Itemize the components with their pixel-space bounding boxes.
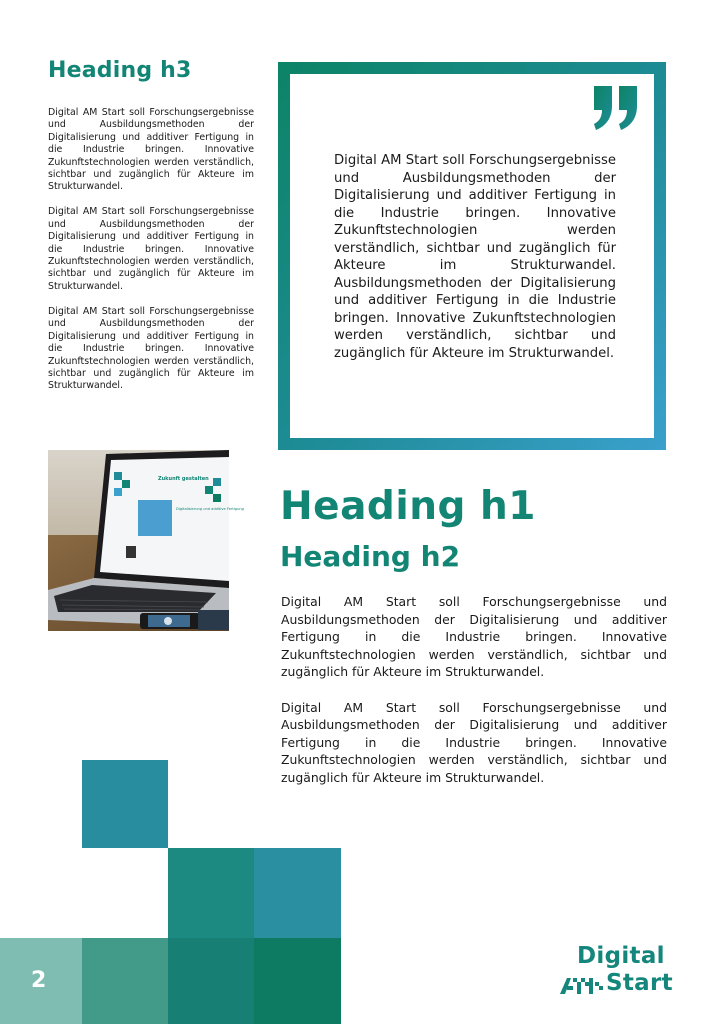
heading-h3: Heading h3 [48, 58, 192, 83]
left-paragraph: Digital AM Start soll Forschungsergebnisse und Ausbildungsmethoden der Digitalisierung und additiver Fertigung in die Industrie bringen. Innovative Zukunftstechnologien werden verständlich, sichtbar und zugänglich für Akteure im Strukturwandel. [48, 206, 254, 292]
logo [560, 943, 680, 999]
main-paragraph: Digital AM Start soll Forschungsergebnisse und Ausbildungsmethoden der Digitalisierung und additiver Fertigung in die Industrie bringen. Innovative Zukunftstechnologien werden verständlich, sichtbar und zugänglich für Akteure im Strukturwandel. [281, 594, 667, 680]
decor-square [168, 848, 254, 938]
decor-square [254, 938, 341, 1024]
left-text-column [48, 107, 254, 405]
logo-line1: Digital [577, 943, 665, 969]
decor-square [82, 938, 168, 1024]
laptop-illustration [48, 450, 244, 631]
quote-icon [592, 86, 640, 130]
heading-h2: Heading h2 [280, 540, 461, 573]
page-number: 2 [31, 968, 47, 993]
left-paragraph: Digital AM Start soll Forschungsergebnisse und Ausbildungsmethoden der Digitalisierung und additiver Fertigung in die Industrie bringen. Innovative Zukunftstechnologien werden verständlich, sichtbar und zugänglich für Akteure im Strukturwandel. [48, 107, 254, 193]
quote-text: Digital AM Start soll Forschungsergebnisse und Ausbildungsmethoden der Digitalisierung und additiver Fertigung in die Industrie bringen. Innovative Zukunftstechnologien werden verständlich, sichtbar und zugänglich für Akteure im Strukturwandel. Ausbildungsmethoden der Digitalisierung und additiver Fertigung in die Industrie bringen. Innovative Zukunftstechnologien werden verständlich, sichtbar und zugänglich für Akteure im Strukturwandel. [334, 153, 616, 361]
logo-line2: Start [606, 970, 673, 996]
heading-h1: Heading h1 [280, 484, 536, 529]
screen-card-text: Digitalisierung und additive Fertigung [176, 507, 244, 511]
left-paragraph: Digital AM Start soll Forschungsergebnisse und Ausbildungsmethoden der Digitalisierung und additiver Fertigung in die Industrie bringen. Innovative Zukunftstechnologien werden verständlich, sichtbar und zugänglich für Akteure im Strukturwandel. [48, 305, 254, 392]
decor-square [254, 848, 341, 938]
am-logo-mark-icon [560, 974, 604, 994]
main-paragraph: Digital AM Start soll Forschungsergebnisse und Ausbildungsmethoden der Digitalisierung und additiver Fertigung in die Industrie bringen. Innovative Zukunftstechnologien werden verständlich, sichtbar und zugänglich für Akteure im Strukturwandel. [281, 699, 667, 785]
decor-square [82, 760, 168, 848]
quote-box [278, 62, 666, 450]
laptop-photo [48, 450, 244, 631]
decor-square [168, 938, 254, 1024]
main-text-column [281, 593, 667, 804]
screen-heading: Zukunft gestalten [158, 476, 209, 482]
quote-inner [290, 74, 654, 438]
